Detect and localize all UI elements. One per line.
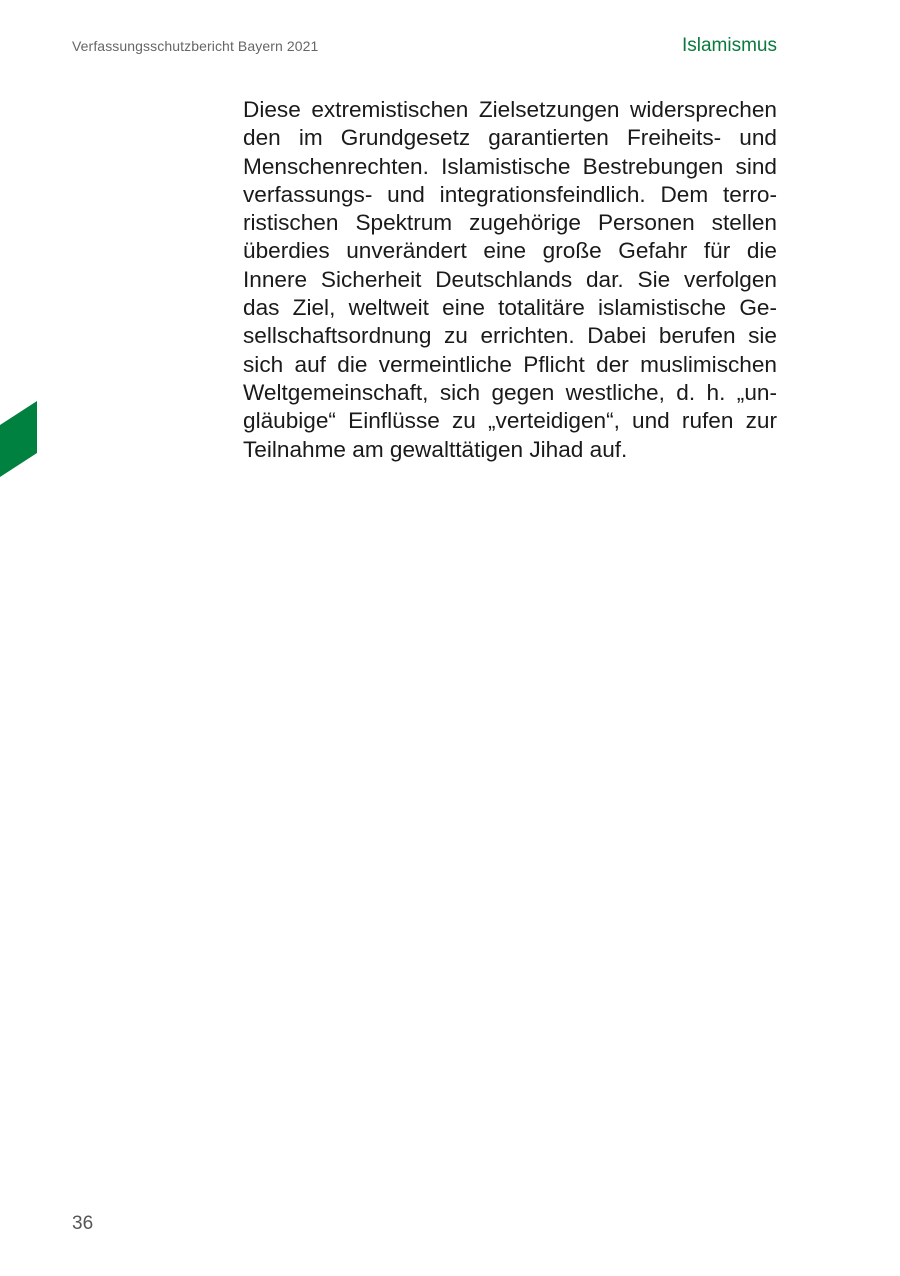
body-line: Diese extremistischen Zielsetzungen widersprechen (243, 97, 777, 122)
body-line: den im Grundgesetz garantierten Freiheits- und (243, 125, 777, 151)
body-line: das Ziel, weltweit eine totalitäre islamistische Ge- (243, 295, 777, 321)
body-line: Menschenrechten. Islamistische Bestrebungen sind (243, 153, 777, 179)
section-title: Islamismus (681, 35, 777, 56)
body-paragraph (243, 96, 777, 464)
body-line: Weltgemeinschaft, sich gegen westliche, d. h. „un- (243, 379, 777, 405)
body-line: sellschaftsordnung zu errichten. Dabei berufen sie (243, 323, 777, 349)
page-number: 36 (72, 1213, 94, 1234)
body-line: überdies unverändert eine große Gefahr für die (243, 238, 777, 264)
body-line: gläubige“ Einflüsse zu „verteidigen“, und rufen zur (243, 408, 777, 434)
body-line: verfassungs- und integrationsfeindlich. Dem terro- (243, 181, 777, 207)
body-line: Teilnahme am gewalttätigen Jihad auf. (243, 436, 628, 462)
report-title: Verfassungsschutzbericht Bayern 2021 (72, 38, 319, 54)
section-marker-shape (0, 401, 37, 477)
body-line: ristischen Spektrum zugehörige Personen stellen (243, 210, 777, 236)
body-line: Innere Sicherheit Deutschlands dar. Sie verfolgen (243, 266, 777, 292)
body-line: sich auf die vermeintliche Pflicht der muslimischen (243, 351, 777, 377)
section-marker (0, 401, 37, 477)
